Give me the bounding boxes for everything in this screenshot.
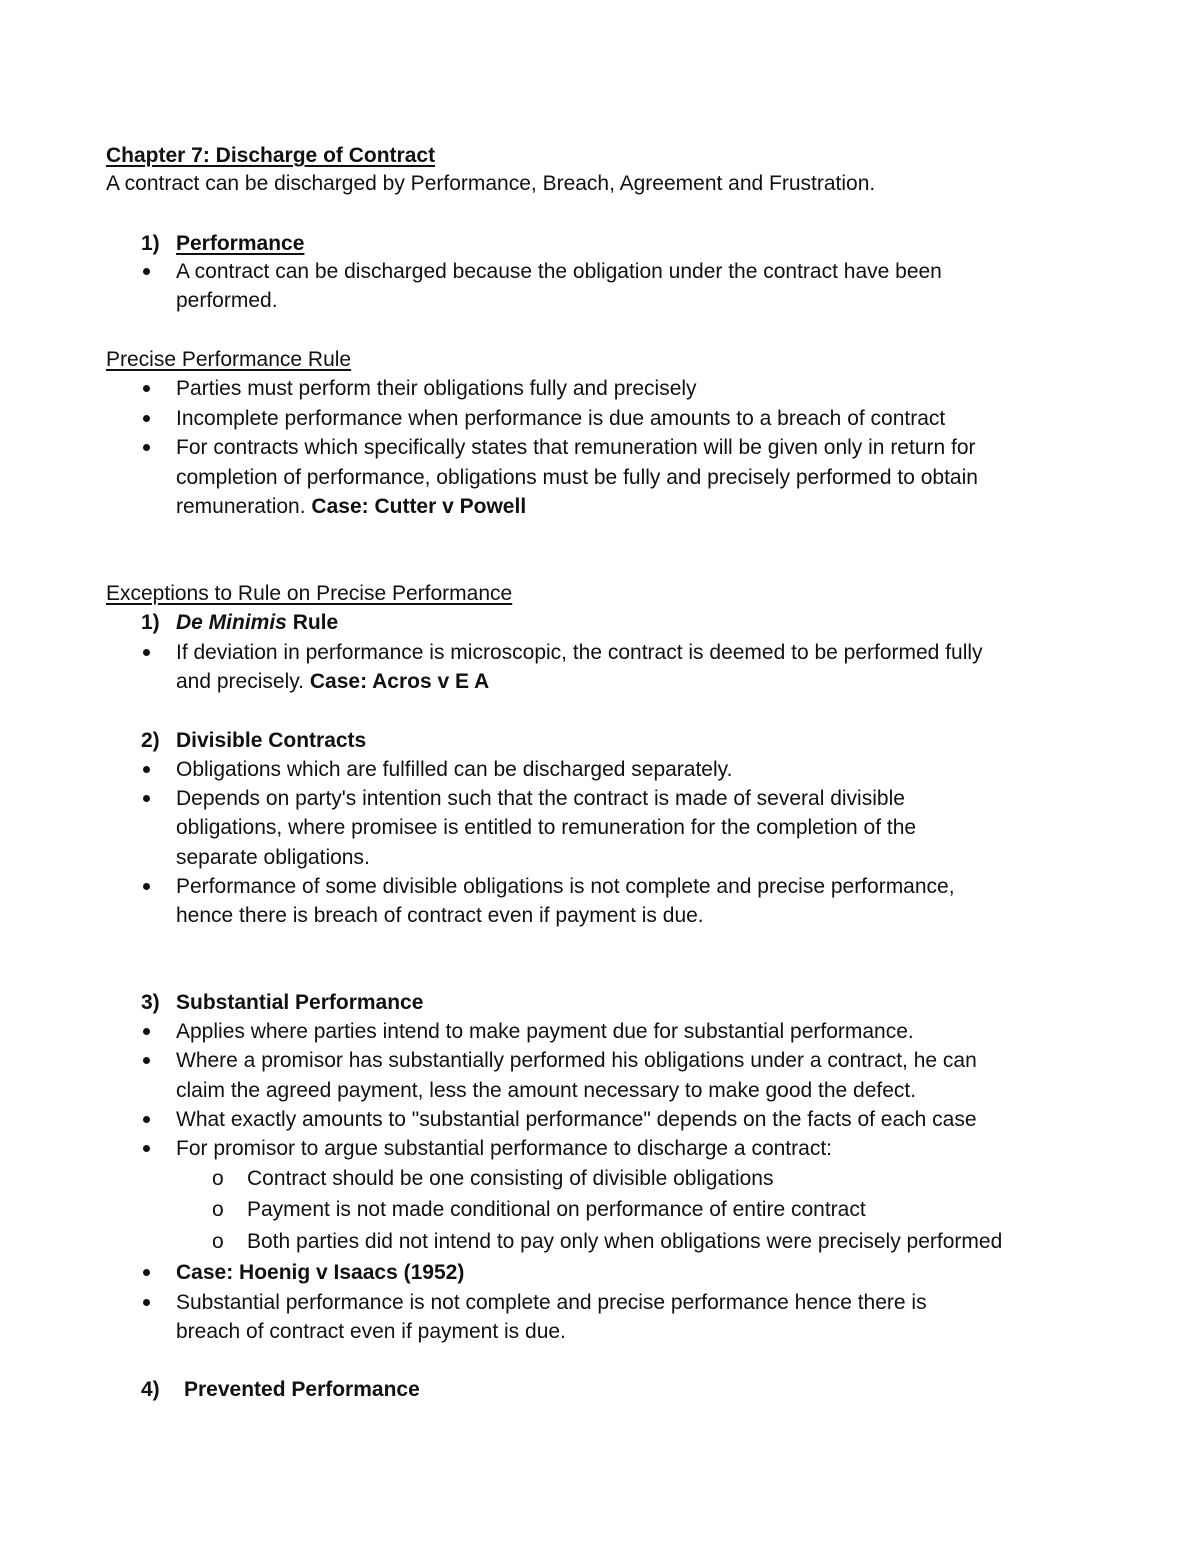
substantial-sub-item: Payment is not made conditional on performance of entire contract xyxy=(247,1198,866,1221)
bullet-icon xyxy=(143,444,150,451)
case-citation: Case: Cutter v Powell xyxy=(311,495,527,518)
de-minimis-italic: De Minimis xyxy=(176,611,287,634)
precise-rule-bullet-line: completion of performance, obligations must be fully and precisely performed to obtain xyxy=(176,466,978,489)
de-minimis-bullet-text: and precisely. xyxy=(176,670,305,693)
bullet-icon xyxy=(143,1028,150,1035)
substantial-number: 3) xyxy=(141,991,160,1014)
substantial-sub-item: Contract should be one consisting of divisible obligations xyxy=(247,1167,774,1190)
bullet-icon xyxy=(143,268,150,275)
prevented-heading: Prevented Performance xyxy=(184,1378,420,1401)
precise-rule-bullet: For contracts which specifically states that remuneration will be given only in return for xyxy=(176,436,976,459)
divisible-heading: Divisible Contracts xyxy=(176,729,367,752)
substantial-bullet: Substantial performance is not complete and precise performance hence there is xyxy=(176,1291,927,1314)
bullet-icon xyxy=(143,1116,150,1123)
case-citation: Case: Acros v E A xyxy=(309,670,490,693)
substantial-bullet: For promisor to argue substantial performance to discharge a contract: xyxy=(176,1137,832,1160)
substantial-sub-item: Both parties did not intend to pay only when obligations were precisely performed xyxy=(247,1230,1003,1253)
de-minimis-bullet: If deviation in performance is microscopic, the contract is deemed to be performed fully xyxy=(176,641,983,664)
bullet-icon xyxy=(143,415,150,422)
bullet-icon xyxy=(143,1145,150,1152)
precise-rule-bullet: Parties must perform their obligations fully and precisely xyxy=(176,377,697,400)
de-minimis-number: 1) xyxy=(141,611,160,634)
divisible-bullet-line: hence there is breach of contract even if payment is due. xyxy=(176,904,704,927)
substantial-bullet-line: claim the agreed payment, less the amount necessary to make good the defect. xyxy=(176,1079,917,1102)
substantial-bullet-line: breach of contract even if payment is due. xyxy=(176,1320,566,1343)
bullet-icon xyxy=(143,1299,150,1306)
de-minimis-heading xyxy=(176,610,338,636)
performance-heading: Performance xyxy=(176,232,305,255)
divisible-bullet: Obligations which are fulfilled can be discharged separately. xyxy=(176,758,733,781)
sub-bullet-marker: o xyxy=(212,1167,224,1190)
bullet-icon xyxy=(143,1057,150,1064)
exceptions-heading: Exceptions to Rule on Precise Performance xyxy=(106,582,513,605)
bullet-icon xyxy=(143,883,150,890)
sub-bullet-marker: o xyxy=(212,1230,224,1253)
divisible-bullet: Depends on party's intention such that the contract is made of several divisible xyxy=(176,787,905,810)
sub-bullet-marker: o xyxy=(212,1198,224,1221)
substantial-bullet: Where a promisor has substantially performed his obligations under a contract, he can xyxy=(176,1049,977,1072)
case-citation: Case: Hoenig v Isaacs (1952) xyxy=(176,1261,465,1284)
chapter-title: Chapter 7: Discharge of Contract xyxy=(106,144,436,167)
bullet-icon xyxy=(143,795,150,802)
divisible-number: 2) xyxy=(141,729,160,752)
chapter-intro: A contract can be discharged by Performance, Breach, Agreement and Frustration. xyxy=(106,172,876,195)
substantial-bullet: What exactly amounts to "substantial performance" depends on the facts of each case xyxy=(176,1108,977,1131)
precise-rule-bullet: Incomplete performance when performance is due amounts to a breach of contract xyxy=(176,407,946,430)
divisible-bullet-line: obligations, where promisee is entitled to remuneration for the completion of the xyxy=(176,816,917,839)
bullet-icon xyxy=(143,1269,150,1276)
precise-rule-bullet-line xyxy=(176,494,526,520)
substantial-heading: Substantial Performance xyxy=(176,991,424,1014)
prevented-number: 4) xyxy=(141,1378,160,1401)
performance-bullet-line: A contract can be discharged because the obligation under the contract have been xyxy=(176,260,942,283)
performance-number: 1) xyxy=(141,232,160,255)
divisible-bullet: Performance of some divisible obligations is not complete and precise performance, xyxy=(176,875,955,898)
bullet-icon xyxy=(143,766,150,773)
precise-rule-heading: Precise Performance Rule xyxy=(106,348,352,371)
de-minimis-heading-rest: Rule xyxy=(286,611,339,634)
bullet-icon xyxy=(143,385,150,392)
de-minimis-bullet-line xyxy=(176,669,489,695)
substantial-bullet: Applies where parties intend to make payment due for substantial performance. xyxy=(176,1020,914,1043)
precise-rule-bullet-text: remuneration. xyxy=(176,495,306,518)
divisible-bullet-line: separate obligations. xyxy=(176,846,370,869)
bullet-icon xyxy=(143,649,150,656)
performance-bullet-line: performed. xyxy=(176,289,278,312)
